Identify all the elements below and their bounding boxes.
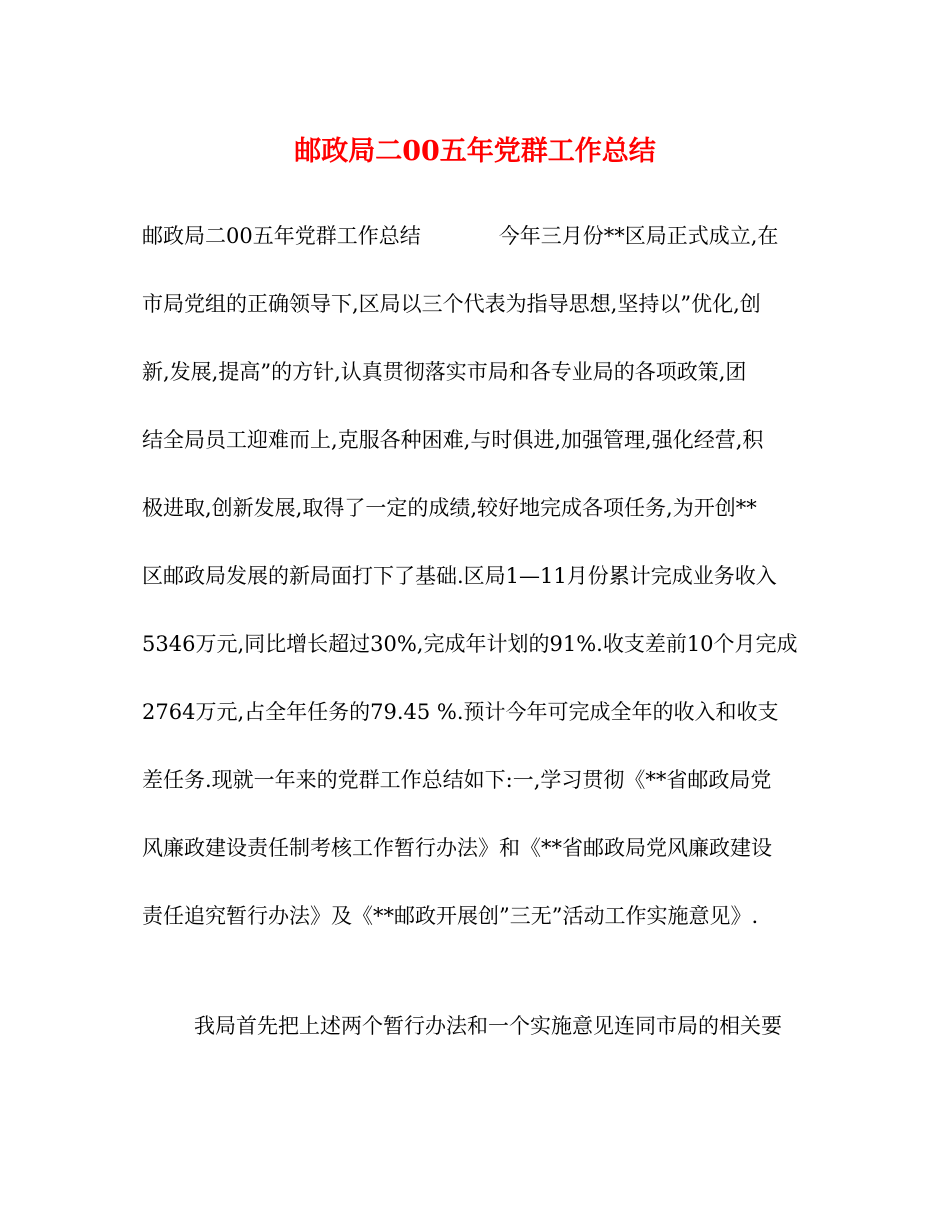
paragraph-line: 2764万元,占全年任务的79.45 %.预计今年可完成全年的收入和收支 <box>142 700 779 724</box>
paragraph-line: 新,发展,提高”的方针,认真贯彻落实市局和各专业局的各项政策,团 <box>142 360 747 384</box>
paragraph-line: 区邮政局发展的新局面打下了基础.区局1—11月份累计完成业务收入 <box>142 564 777 588</box>
paragraph-line: 结全局员工迎难而上,克服各种困难,与时俱进,加强管理,强化经营,积 <box>142 428 764 452</box>
paragraph-line: 风廉政建设责任制考核工作暂行办法》和《**省邮政局党风廉政建设 <box>142 836 772 860</box>
paragraph-line: 责任追究暂行办法》及《**邮政开展创”三无”活动工作实施意见》. <box>142 904 759 928</box>
paragraph-line: 差任务.现就一年来的党群工作总结如下:一,学习贯彻《**省邮政局党 <box>142 768 772 792</box>
paragraph-line: 极进取,创新发展,取得了一定的成绩,较好地完成各项任务,为开创** <box>142 496 757 520</box>
paragraph-line <box>142 221 812 251</box>
paragraph-line: 5346万元,同比增长超过30%,完成年计划的91%.收支差前10个月完成 <box>142 632 798 656</box>
document-title: 邮政局二00五年党群工作总结 <box>294 136 656 167</box>
inline-heading: 邮政局二00五年党群工作总结 <box>142 224 421 248</box>
paragraph-line <box>142 1011 812 1041</box>
line-text: 今年三月份**区局正式成立,在 <box>498 224 779 248</box>
paragraph-line: 市局党组的正确领导下,区局以三个代表为指导思想,坚持以”优化,创 <box>142 292 761 316</box>
line-text: 我局首先把上述两个暂行办法和一个实施意见连同市局的相关要 <box>194 1014 782 1038</box>
